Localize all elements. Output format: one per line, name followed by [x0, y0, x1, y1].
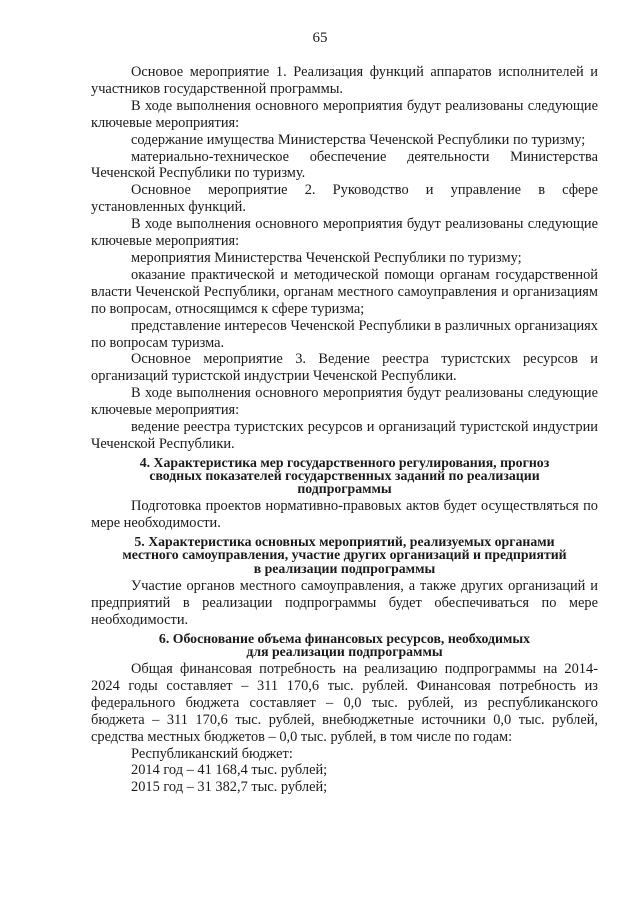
paragraph: Подготовка проектов нормативно-правовых актов будет осуществляться по мере необходимости.: [91, 498, 598, 532]
paragraph: материально-техническое обеспечение деятельности Министерства Чеченской Республики по туризму.: [91, 148, 598, 182]
page-number: 65: [312, 30, 328, 46]
section-heading: [91, 629, 598, 661]
list-line: 2015 год – 31 382,7 тыс. рублей;: [131, 779, 328, 796]
section-heading: [91, 453, 598, 499]
paragraph: ведение реестра туристских ресурсов и организаций туристской индустрии Чеченской Республики.: [91, 419, 598, 452]
paragraph: В ходе выполнения основного мероприятия будут реализованы следующие ключевые мероприятия:: [91, 385, 598, 419]
section-heading-line: 5. Характеристика основных мероприятий, реализуемых органами: [134, 534, 555, 550]
paragraph: Общая финансовая потребность на реализацию подпрограммы на 2014-2024 годы составляет – 311 170,6 тыс. рублей. Финансовая потребность из федерального бюджета составляет – 0,0 тыс. рублей, из республиканского бюджета – 311 170,6 тыс. рублей, внебюджетные источники 0,0 тыс. рублей, средства местных бюджетов – 0,0 тыс. рублей, в том числе по годам:: [91, 661, 598, 745]
paragraph: содержание имущества Министерства Чеченской Республики по туризму;: [131, 131, 586, 148]
paragraph: Основное мероприятие 2. Руководство и управление в сфере установленных функций.: [91, 182, 598, 216]
section-heading-line: 6. Обоснование объема финансовых ресурсов, необходимых: [158, 630, 531, 646]
list-line: 2014 год – 41 168,4 тыс. рублей;: [131, 762, 328, 779]
paragraph: оказание практической и методической помощи органам государственной власти Чеченской Республики, органам местного самоуправления и организациям по вопросам, относящимся к сфере туризма;: [91, 266, 598, 317]
paragraph: Основное мероприятие 3. Ведение реестра туристских ресурсов и организаций туристской индустрии Чеченской Республики.: [91, 351, 598, 385]
section-heading-line: местного самоуправления, участие других организаций и предприятий: [122, 547, 567, 563]
paragraph: мероприятия Министерства Чеченской Республики по туризму;: [131, 249, 522, 266]
paragraph: В ходе выполнения основного мероприятия будут реализованы следующие ключевые мероприятия:: [91, 216, 598, 250]
section-heading-line: в реализации подпрограммы: [253, 560, 436, 576]
paragraph: представление интересов Чеченской Республики в различных организациях по вопросам туризма.: [91, 317, 598, 351]
section-heading-line: подпрограммы: [297, 481, 392, 497]
paragraph: В ходе выполнения основного мероприятия будут реализованы следующие ключевые мероприятия:: [91, 97, 598, 131]
section-heading: [91, 532, 598, 578]
list-line: Республиканский бюджет:: [131, 745, 293, 762]
paragraph: Участие органов местного самоуправления, а также других организаций и предприятий в реализации подпрограммы будет обеспечиваться по мере необходимости.: [91, 577, 598, 628]
document-body: [91, 64, 598, 796]
section-heading-line: 4. Характеристика мер государственного регулирования, прогноз: [139, 454, 550, 470]
paragraph: Основое мероприятие 1. Реализация функций аппаратов исполнителей и участников государственной программы.: [91, 64, 598, 97]
section-heading-line: сводных показателей государственных заданий по реализации: [149, 468, 540, 484]
section-heading-line: для реализации подпрограммы: [246, 643, 443, 659]
